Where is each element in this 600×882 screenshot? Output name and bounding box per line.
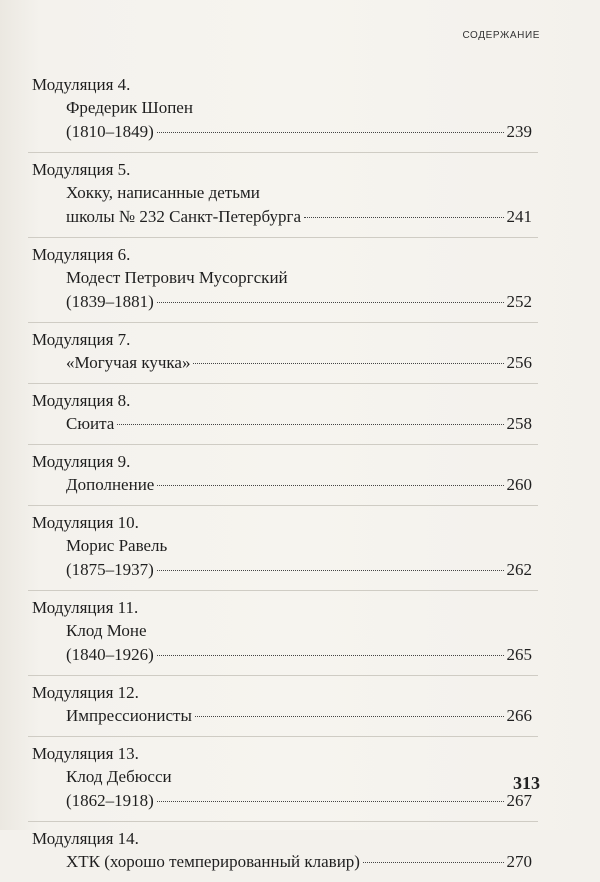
toc-entry-title: Фредерик Шопен xyxy=(66,98,193,117)
dot-leader xyxy=(363,862,504,863)
toc-entry-line xyxy=(32,96,532,120)
entry-divider xyxy=(28,444,538,445)
toc-entry-page: 252 xyxy=(506,292,532,311)
toc-entry-title: (1810–1849) xyxy=(66,122,154,141)
toc-entry xyxy=(32,512,532,590)
toc-entry-line xyxy=(32,351,532,375)
entry-divider xyxy=(28,736,538,737)
toc-entry xyxy=(32,451,532,505)
toc-entry-title: школы № 232 Санкт-Петербурга xyxy=(66,207,302,226)
toc-entry-heading: Модуляция 7. xyxy=(32,330,131,349)
entry-divider xyxy=(28,152,538,153)
toc-entry-heading: Модуляция 4. xyxy=(32,75,131,94)
entry-divider xyxy=(28,505,538,506)
toc-entry-line xyxy=(32,558,532,582)
toc-entry-line xyxy=(32,704,532,728)
dot-leader xyxy=(157,801,504,802)
toc-entry-page: 270 xyxy=(506,852,532,871)
entry-divider xyxy=(28,383,538,384)
toc-entry xyxy=(32,329,532,383)
toc-entry-line xyxy=(32,290,532,314)
toc-entry-line xyxy=(32,266,532,290)
toc-entry-page: 241 xyxy=(506,207,532,226)
toc-entry-heading: Модуляция 12. xyxy=(32,683,139,702)
running-head: СОДЕРЖАНИЕ xyxy=(462,30,540,41)
toc-entry-title: Морис Равель xyxy=(66,536,168,555)
dot-leader xyxy=(157,302,504,303)
toc-entry-line xyxy=(32,789,532,813)
toc-entry-line xyxy=(32,412,532,436)
toc-entry-heading: Модуляция 8. xyxy=(32,391,131,410)
toc-entry-page: 260 xyxy=(506,475,532,494)
toc-entry-line xyxy=(32,120,532,144)
toc-entry-heading: Модуляция 14. xyxy=(32,829,139,848)
dot-leader xyxy=(304,217,503,218)
toc-entry-line xyxy=(32,473,532,497)
toc-entry-page: 256 xyxy=(506,353,532,372)
toc-entry xyxy=(32,74,532,152)
toc-entry-line xyxy=(32,534,532,558)
dot-leader xyxy=(157,132,504,133)
toc-entry-page: 258 xyxy=(506,414,532,433)
toc-entry-title: ХТК (хорошо темперированный клавир) xyxy=(66,852,360,871)
page-number: 313 xyxy=(513,773,540,793)
entry-divider xyxy=(28,821,538,822)
toc-entry-line xyxy=(32,765,532,789)
toc-entry xyxy=(32,597,532,675)
toc-entry-page: 265 xyxy=(506,645,532,664)
dot-leader xyxy=(195,716,504,717)
toc-entry-title: «Могучая кучка» xyxy=(66,353,191,372)
toc-entry-heading: Модуляция 9. xyxy=(32,452,131,471)
toc-entry-heading: Модуляция 5. xyxy=(32,160,131,179)
toc-entry-title: Клод Моне xyxy=(66,621,147,640)
toc-entry xyxy=(32,743,532,821)
toc-entry xyxy=(32,159,532,237)
toc-entry-page: 266 xyxy=(506,706,532,725)
table-of-contents xyxy=(0,74,600,882)
toc-entry-page: 262 xyxy=(506,560,532,579)
toc-entry xyxy=(32,244,532,322)
dot-leader xyxy=(193,363,503,364)
toc-entry-page: 267 xyxy=(506,791,532,810)
toc-entry-heading: Модуляция 11. xyxy=(32,598,139,617)
toc-entry-heading: Модуляция 10. xyxy=(32,513,139,532)
toc-entry-page: 239 xyxy=(506,122,532,141)
toc-entry-title: Дополнение xyxy=(66,475,155,494)
toc-entry-heading: Модуляция 13. xyxy=(32,744,139,763)
entry-divider xyxy=(28,237,538,238)
toc-entry xyxy=(32,390,532,444)
dot-leader xyxy=(157,655,504,656)
toc-entry-title: Сюита xyxy=(66,414,115,433)
toc-entry-heading: Модуляция 6. xyxy=(32,245,131,264)
toc-entry-title: (1839–1881) xyxy=(66,292,154,311)
toc-entry-title: Хокку, написанные детьми xyxy=(66,183,260,202)
dot-leader xyxy=(157,570,504,571)
entry-divider xyxy=(28,675,538,676)
entry-divider xyxy=(28,322,538,323)
toc-entry xyxy=(32,828,532,882)
toc-entry-line xyxy=(32,205,532,229)
toc-entry-title: Импрессионисты xyxy=(66,706,192,725)
toc-entry-line xyxy=(32,643,532,667)
toc-entry-title: (1875–1937) xyxy=(66,560,154,579)
dot-leader xyxy=(157,485,503,486)
toc-entry-line xyxy=(32,850,532,874)
toc-entry xyxy=(32,682,532,736)
entry-divider xyxy=(28,590,538,591)
toc-entry-title: Клод Дебюсси xyxy=(66,767,172,786)
toc-entry-title: (1840–1926) xyxy=(66,645,154,664)
toc-entry-line xyxy=(32,619,532,643)
dot-leader xyxy=(117,424,503,425)
toc-entry-title: Модест Петрович Мусоргский xyxy=(66,268,288,287)
toc-entry-line xyxy=(32,181,532,205)
toc-entry-title: (1862–1918) xyxy=(66,791,154,810)
